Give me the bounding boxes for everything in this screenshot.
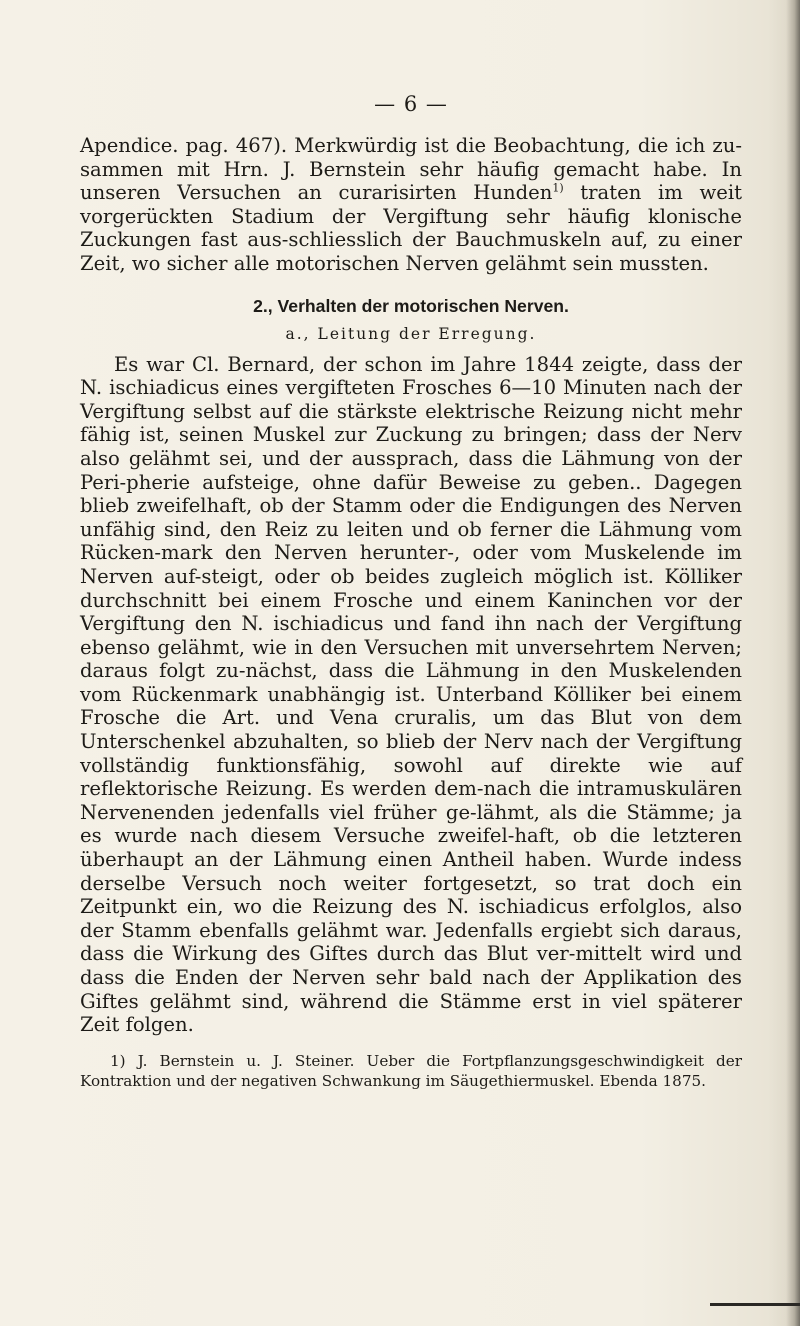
footnote-text: 1) J. Bernstein u. J. Steiner. Ueber die Fortpflanzungsgeschwindigkeit der Kontraktion und der negativen Schwankung im Säugethiermuskel. Ebenda 1875. — [80, 1051, 742, 1090]
paragraph-continued — [80, 134, 742, 276]
subsection-heading: a., Leitung der Erregung. — [285, 324, 537, 343]
footnote — [80, 1051, 742, 1091]
page-number: — 6 — — [374, 92, 448, 116]
page-edge-shadow — [786, 0, 800, 1326]
footnote-reference: 1) — [552, 181, 564, 195]
bottom-edge-mark — [710, 1303, 800, 1306]
paragraph-1-text-a: Apendice. pag. 467). Merkwürdig ist die Beobachtung, die ich zu-sammen mit Hrn. J. Bernstein sehr häufig gemacht habe. In unseren Versuchen an curarisirten Hunden — [80, 134, 742, 205]
page-content — [80, 92, 742, 1091]
paragraph-2: Es war Cl. Bernard, der schon im Jahre 1844 zeigte, dass der N. ischiadicus eines vergifteten Frosches 6—10 Minuten nach der Vergiftung selbst auf die stärkste elektrische Reizung nicht mehr fähig ist, seinen Muskel zur Zuckung zu bringen; dass der Nerv also gelähmt sei, und der aussprach, dass die Lähmung von der Peri-pherie aufsteige, ohne dafür Beweise zu geben.. Dagegen blieb zweifelhaft, ob der Stamm oder die Endigungen des Nerven unfähig sind, den Reiz zu leiten und ob ferner die Lähmung vom Rücken-mark den Nerven herunter-, oder vom Muskelende im Nerven auf-steigt, oder ob beides zugleich möglich ist. Kölliker durchschnitt bei einem Frosche und einem Kaninchen vor der Vergiftung den N. ischiadicus und fand ihn nach der Vergiftung ebenso gelähmt, wie in den Versuchen mit unversehrtem Nerven; daraus folgt zu-nächst, dass die Lähmung in den Muskelenden vom Rückenmark unabhängig ist. Unterband Kölliker bei einem Frosche die Art. und Vena cruralis, um das Blut von dem Unterschenkel abzuhalten, so blieb der Nerv nach der Vergiftung vollständig funktionsfähig, sowohl auf direkte wie auf reflektorische Reizung. Es werden dem-nach die intramuskulären Nervenenden jedenfalls viel früher ge-lähmt, als die Stämme; ja es wurde nach diesem Versuche zweifel-haft, ob die letzteren überhaupt an der Lähmung einen Antheil haben. Wurde indess derselbe Versuch noch weiter fortgesetzt, so trat doch ein Zeitpunkt ein, wo die Reizung des N. ischiadicus erfolglos, also der Stamm ebenfalls gelähmt war. Jedenfalls ergiebt sich daraus, dass die Wirkung des Giftes durch das Blut ver-mittelt wird und dass die Enden der Nerven sehr bald nach der Applikation des Giftes gelähmt sind, während die Stämme erst in viel späterer Zeit folgen. — [80, 352, 742, 1037]
section-heading: 2., Verhalten der motorischen Nerven. — [253, 295, 569, 316]
paragraph-1-text-b: traten im weit vorgerückten Stadium der Vergiftung sehr häufig klonische Zuckungen fast aus-schliesslich der Bauchmuskeln auf, zu einer Zeit, wo sicher alle motorischen Nerven gelähmt sein mussten. — [80, 181, 742, 275]
